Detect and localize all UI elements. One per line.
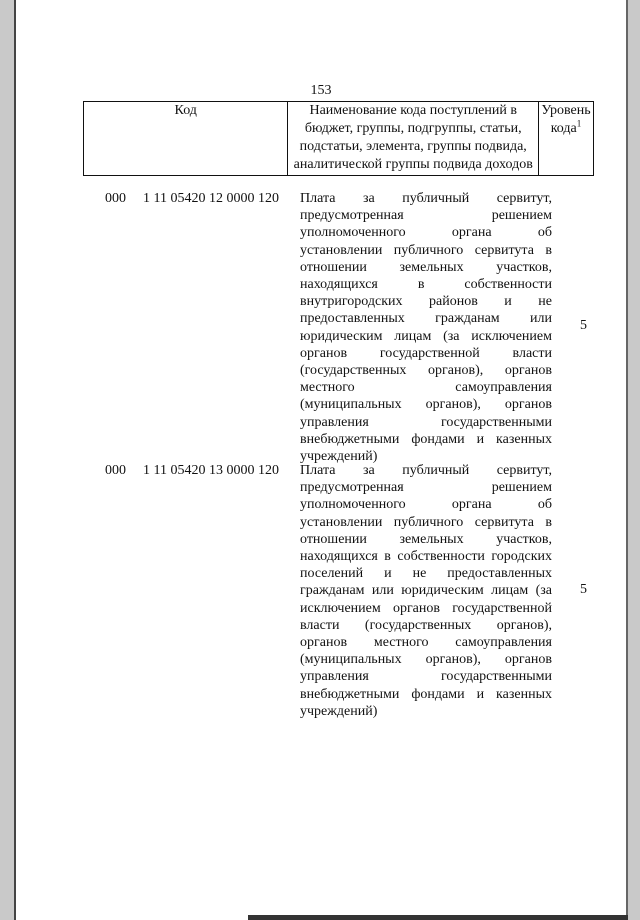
header-name-label: Наименование кода поступлений в бюджет, группы, подгруппы, статьи, подстатьи, элемента, группы подвида, аналитической группы подвида доходов [293,103,533,172]
row-revenue-name: Плата за публичный сервитут, предусмотренная решением уполномоченного органа об установлении публичного сервитута в отношении земельных участков, находящихся в собственности внутригородских районов и не предоставленных гражданам или юридическим лицам (за исключением органов государственной власти (государственных органов), органов местного самоуправления (муниципальных органов), органов управления государственными внебюджетными фондами и казенных учреждений) [300,191,552,465]
header-level [538,102,593,176]
row-revenue-name: Плата за публичный сервитут, предусмотренная решением уполномоченного органа об установлении публичного сервитута в отношении земельных участков, находящихся в собственности городских поселений и не предоставленных гражданам или юридическим лицам (за исключением органов государственной власти (государственных органов), органов местного самоуправления (муниципальных органов), органов управления государственными внебюджетными фондами и казенных учреждений) [300,463,552,719]
row-revenue-code: 1 11 05420 13 0000 120 [143,463,279,478]
header-code [84,102,288,176]
page-number: 153 [310,83,332,98]
row-admin-code: 000 [105,463,126,478]
header-level-label: Уровень кода [541,103,591,136]
row-level: 5 [580,582,587,597]
document-page [14,0,628,920]
header-code-label: Код [174,103,197,118]
row-admin-code: 000 [105,191,126,206]
row-level: 5 [580,318,587,333]
header-level-footnote: 1 [576,118,582,129]
table-header [83,101,594,176]
scan-edge-shadow [248,915,628,920]
row-revenue-code: 1 11 05420 12 0000 120 [143,191,279,206]
header-name [288,102,539,176]
